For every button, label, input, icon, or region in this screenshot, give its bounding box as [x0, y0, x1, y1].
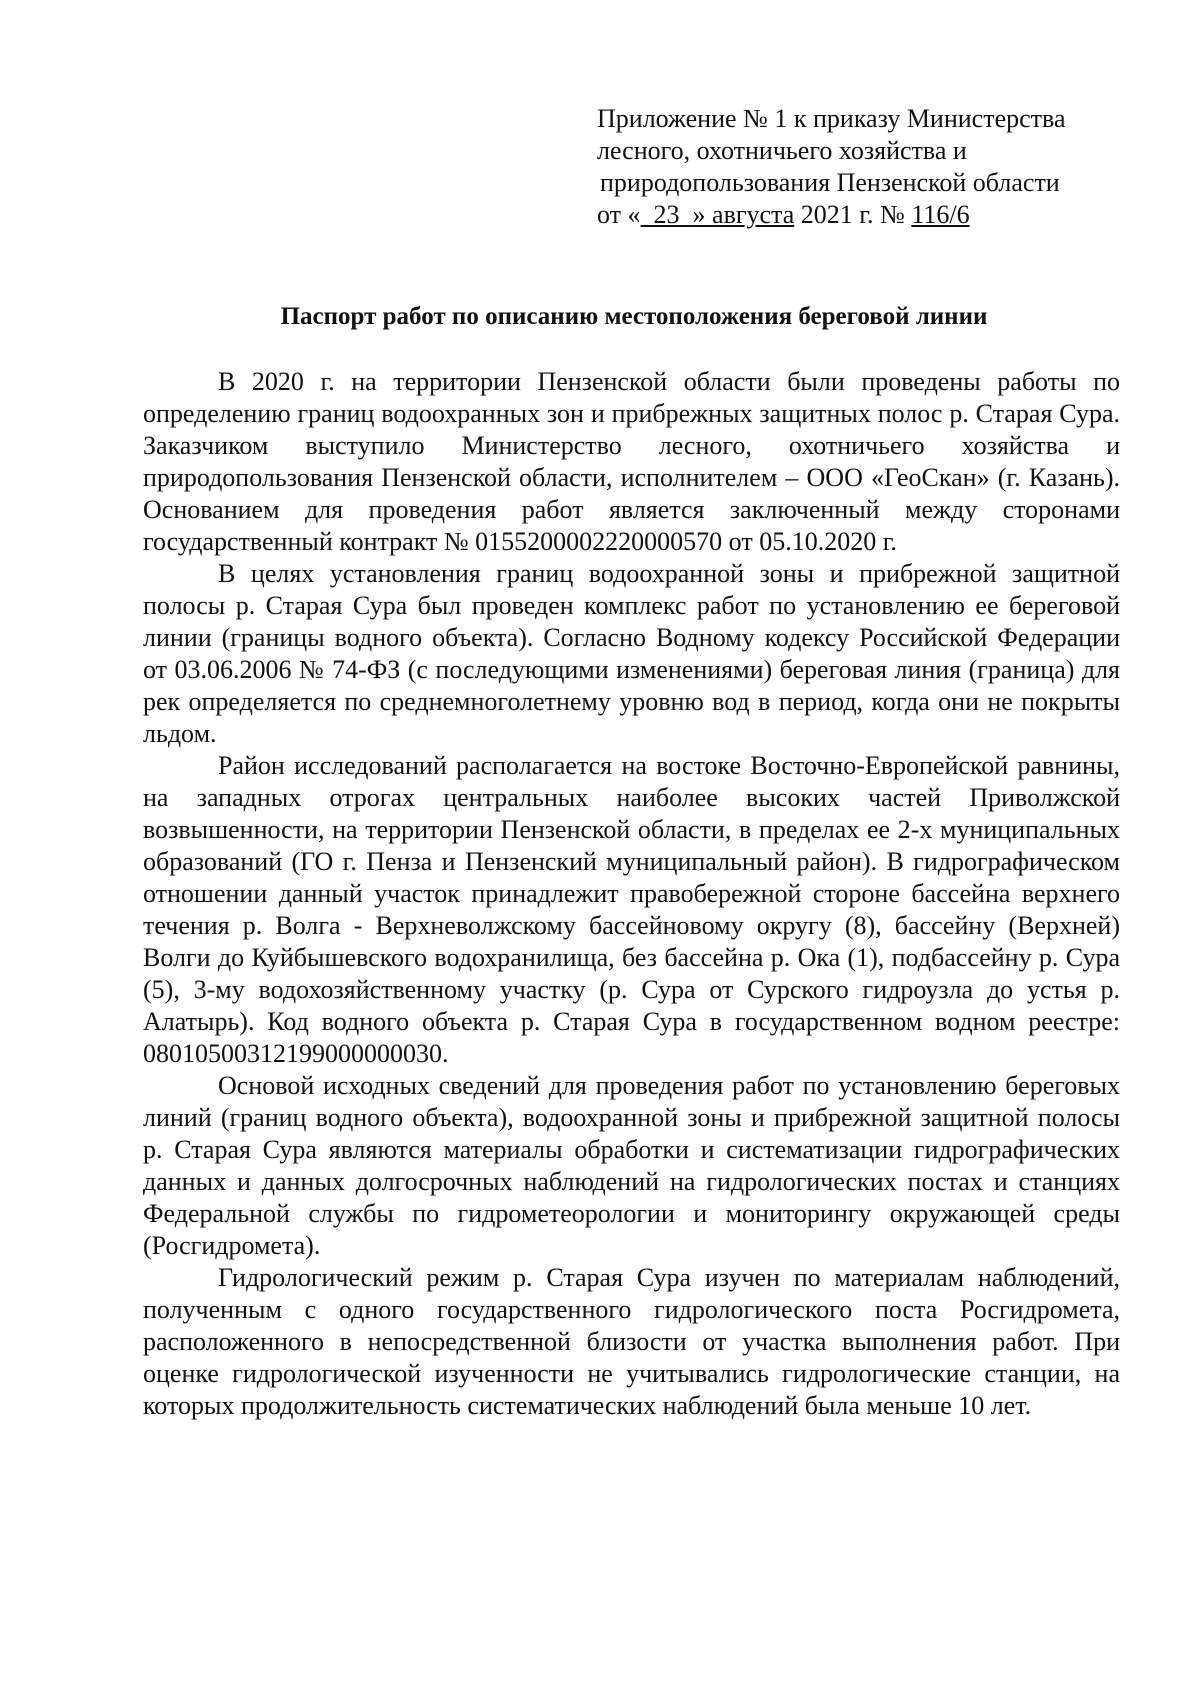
paragraph: В 2020 г. на территории Пензенской области были проведены работы по определению границ водоохранных зон и прибрежных защитных полос р. Старая Сура. Заказчиком выступило Министерство лесного, охотничьего хозяйства и природопользования Пензенской области, исполнителем – ООО «ГеоСкан» (г. Казань). Основанием для проведения работ является заключенный между сторонами государственный контракт № 0155200002220000570 от 05.10.2020 г.: [143, 367, 1120, 556]
date-mid: »: [692, 200, 713, 229]
appendix-line-3: природопользования Пензенской области: [600, 168, 1060, 197]
appendix-line-2: лесного, охотничьего хозяйства и: [597, 136, 967, 165]
appendix-header: [597, 103, 1117, 231]
date-prefix: от «: [597, 200, 641, 229]
paragraph: Район исследований располагается на востоке Восточно-Европейской равнины, на западных отрогах центральных наиболее высоких частей Приволжской возвышенности, на территории Пензенской области, в пределах ее 2-х муниципальных образований (ГО г. Пенза и Пензенский муниципальный район). В гидрографическом отношении данный участок принадлежит правобережной стороне бассейна верхнего течения р. Волга - Верхневолжскому бассейновому округу (8), бассейну (Верхней) Волги до Куйбышевского водохранилища, без бассейна р. Ока (1), подбассейну р. Сура (5), 3-му водохозяйственному участку (р. Сура от Сурского гидроузла до устья р. Алатырь). Код водного объекта р. Старая Сура в государственном водном реестре: 08010500312199000000030.: [143, 751, 1120, 1068]
paragraph: Гидрологический режим р. Старая Сура изучен по материалам наблюдений, полученным с одного государственного гидрологического поста Росгидромета, расположенного в непосредственной близости от участка выполнения работ. При оценке гидрологической изученности не учитывались гидрологические станции, на которых продолжительность систематических наблюдений была меньше 10 лет.: [143, 1263, 1120, 1420]
paragraph: В целях установления границ водоохранной зоны и прибрежной защитной полосы р. Старая Сура был проведен комплекс работ по установлению ее береговой линии (границы водного объекта). Согласно Водному кодексу Российской Федерации от 03.06.2006 № 74-ФЗ (с последующими изменениями) береговая линия (граница) для рек определяется по среднемноголетнему уровню вод в период, когда они не покрыты льдом.: [143, 559, 1120, 748]
date-day: 23: [640, 200, 693, 229]
appendix-line-1: Приложение № 1 к приказу Министерства: [597, 104, 1066, 133]
order-number: 116/6: [911, 200, 970, 229]
appendix-date-line: [597, 199, 1117, 231]
paragraph: Основой исходных сведений для проведения работ по установлению береговых линий (границ водного объекта), водоохранной зоны и прибрежной защитной полосы р. Старая Сура являются материалы обработки и систематизации гидрографических данных и данных долгосрочных наблюдений на гидрологических постах и станциях Федеральной службы по гидрометеорологии и мониторингу окружающей среды (Росгидромета).: [143, 1071, 1120, 1260]
document-body: [143, 366, 1120, 1422]
document-title: Паспорт работ по описанию местоположения береговой линии: [280, 303, 988, 330]
date-month: августа: [712, 200, 795, 229]
date-year: 2021 г. №: [794, 200, 912, 229]
